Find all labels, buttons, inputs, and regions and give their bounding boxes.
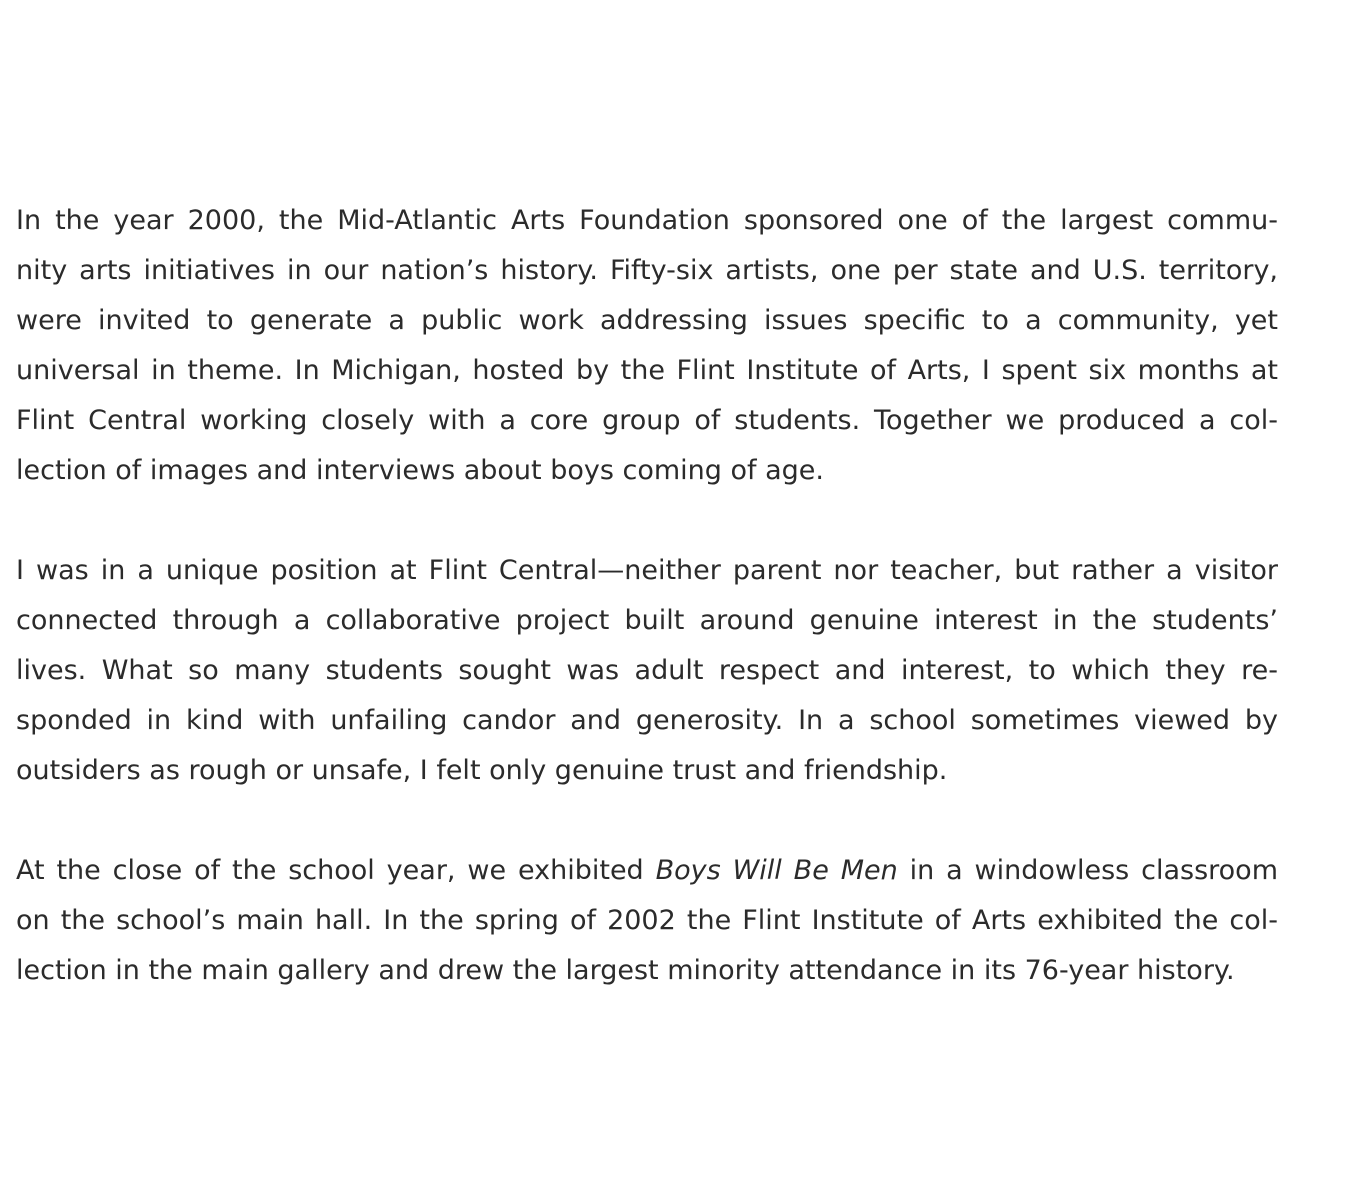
paragraph-line: on the school’s main hall. In the spring of 2002 the Flint Institute of Arts exhibited the col- <box>16 905 1278 936</box>
paragraph-gap <box>16 796 1278 846</box>
paragraph-1 <box>16 196 1278 496</box>
paragraph-line <box>16 846 1278 896</box>
paragraph-line: nity arts initiatives in our nation’s history. Fifty-six artists, one per state and U.S. territory, <box>16 255 1278 286</box>
paragraph-line: universal in theme. In Michigan, hosted by the Flint Institute of Arts, I spent six months at <box>16 355 1278 386</box>
exhibition-title: Boys Will Be Men <box>655 855 898 886</box>
paragraph-line: lives. What so many students sought was adult respect and interest, to which they re- <box>16 655 1278 686</box>
paragraph-2 <box>16 546 1278 796</box>
paragraph-line: I was in a unique position at Flint Central—neither parent nor teacher, but rather a visitor <box>16 555 1278 586</box>
paragraph-line: outsiders as rough or unsafe, I felt only genuine trust and friendship. <box>16 755 948 786</box>
body-text <box>16 196 1278 996</box>
paragraph-line: connected through a collaborative project built around genuine interest in the students’ <box>16 605 1278 636</box>
paragraph-line: Flint Central working closely with a core group of students. Together we produced a col- <box>16 405 1278 436</box>
paragraph-line: In the year 2000, the Mid-Atlantic Arts Foundation sponsored one of the largest commu- <box>16 205 1278 236</box>
paragraph-line: lection of images and interviews about boys coming of age. <box>16 455 824 486</box>
line-text: At the close of the school year, we exhibited <box>16 855 656 886</box>
paragraph-line: sponded in kind with unfailing candor and generosity. In a school sometimes viewed by <box>16 705 1278 736</box>
paragraph-line: were invited to generate a public work addressing issues specific to a community, yet <box>16 305 1278 336</box>
paragraph-3 <box>16 846 1278 996</box>
paragraph-gap <box>16 496 1278 546</box>
line-text: in a windowless classroom <box>897 855 1279 886</box>
paragraph-line: lection in the main gallery and drew the largest minority attendance in its 76-year history. <box>16 955 1235 986</box>
